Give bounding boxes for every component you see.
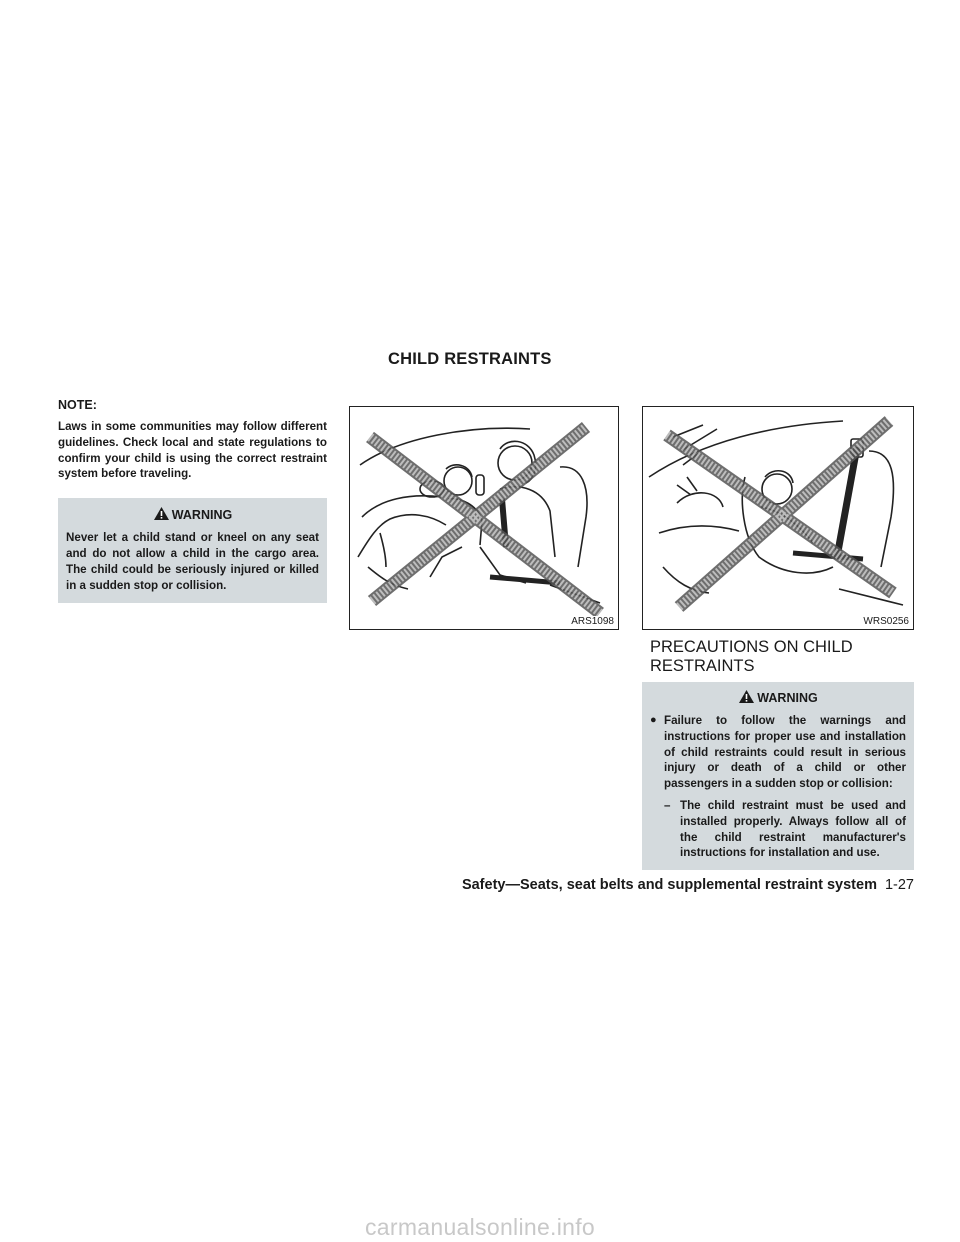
page-number: 1-27 — [884, 877, 914, 893]
child-on-lap-prohibited-illustration — [350, 407, 618, 629]
section-title: CHILD RESTRAINTS — [388, 350, 552, 368]
footer-section: Safety—Seats, seat belts and supplemental restraint system — [461, 877, 877, 893]
left-column — [58, 398, 327, 603]
note-text: Laws in some communities may follow different guidelines. Check local and state regulations to confirm your child is using the correct restraint system before traveling. — [58, 420, 327, 481]
warning-heading — [650, 689, 906, 705]
right-column — [642, 682, 914, 870]
bullet-text: Failure to follow the warnings and instructions for proper use and installation of child restraints could result in serious injury or death of a child or other passengers in a sudden stop or collision: — [664, 714, 906, 791]
page-footer — [462, 877, 914, 893]
warning-heading-text: WARNING — [171, 508, 233, 523]
warning-triangle-icon — [738, 689, 755, 704]
dash-mark: – — [664, 798, 671, 812]
figure-code: ARS1098 — [571, 616, 614, 627]
subitem-text: The child restraint must be used and installed properly. Always follow all of the child restraint manufacturer's instructions for installation and use. — [680, 798, 906, 860]
precautions-title: PRECAUTIONS ON CHILD RESTRAINTS — [650, 638, 853, 675]
warning-box — [58, 498, 327, 603]
watermark: carmanualsonline.info — [364, 1214, 596, 1240]
warning-heading-text: WARNING — [757, 691, 818, 705]
warning-subitem — [650, 798, 906, 861]
warning-box — [642, 682, 914, 870]
warning-bullet — [650, 713, 906, 792]
figure-child-in-front-seat — [642, 406, 914, 630]
warning-heading — [66, 506, 319, 522]
warning-text: Never let a child stand or kneel on any seat and do not allow a child in the cargo area. The child could be seriously injured or killed in a sudden stop or collision. — [66, 531, 319, 592]
figure-code: WRS0256 — [863, 616, 909, 627]
warning-triangle-icon — [153, 506, 170, 521]
note-label: NOTE: — [58, 398, 97, 412]
figure-child-on-lap — [349, 406, 619, 630]
bullet-mark: ● — [650, 714, 657, 726]
child-in-front-seat-prohibited-illustration — [643, 407, 913, 629]
